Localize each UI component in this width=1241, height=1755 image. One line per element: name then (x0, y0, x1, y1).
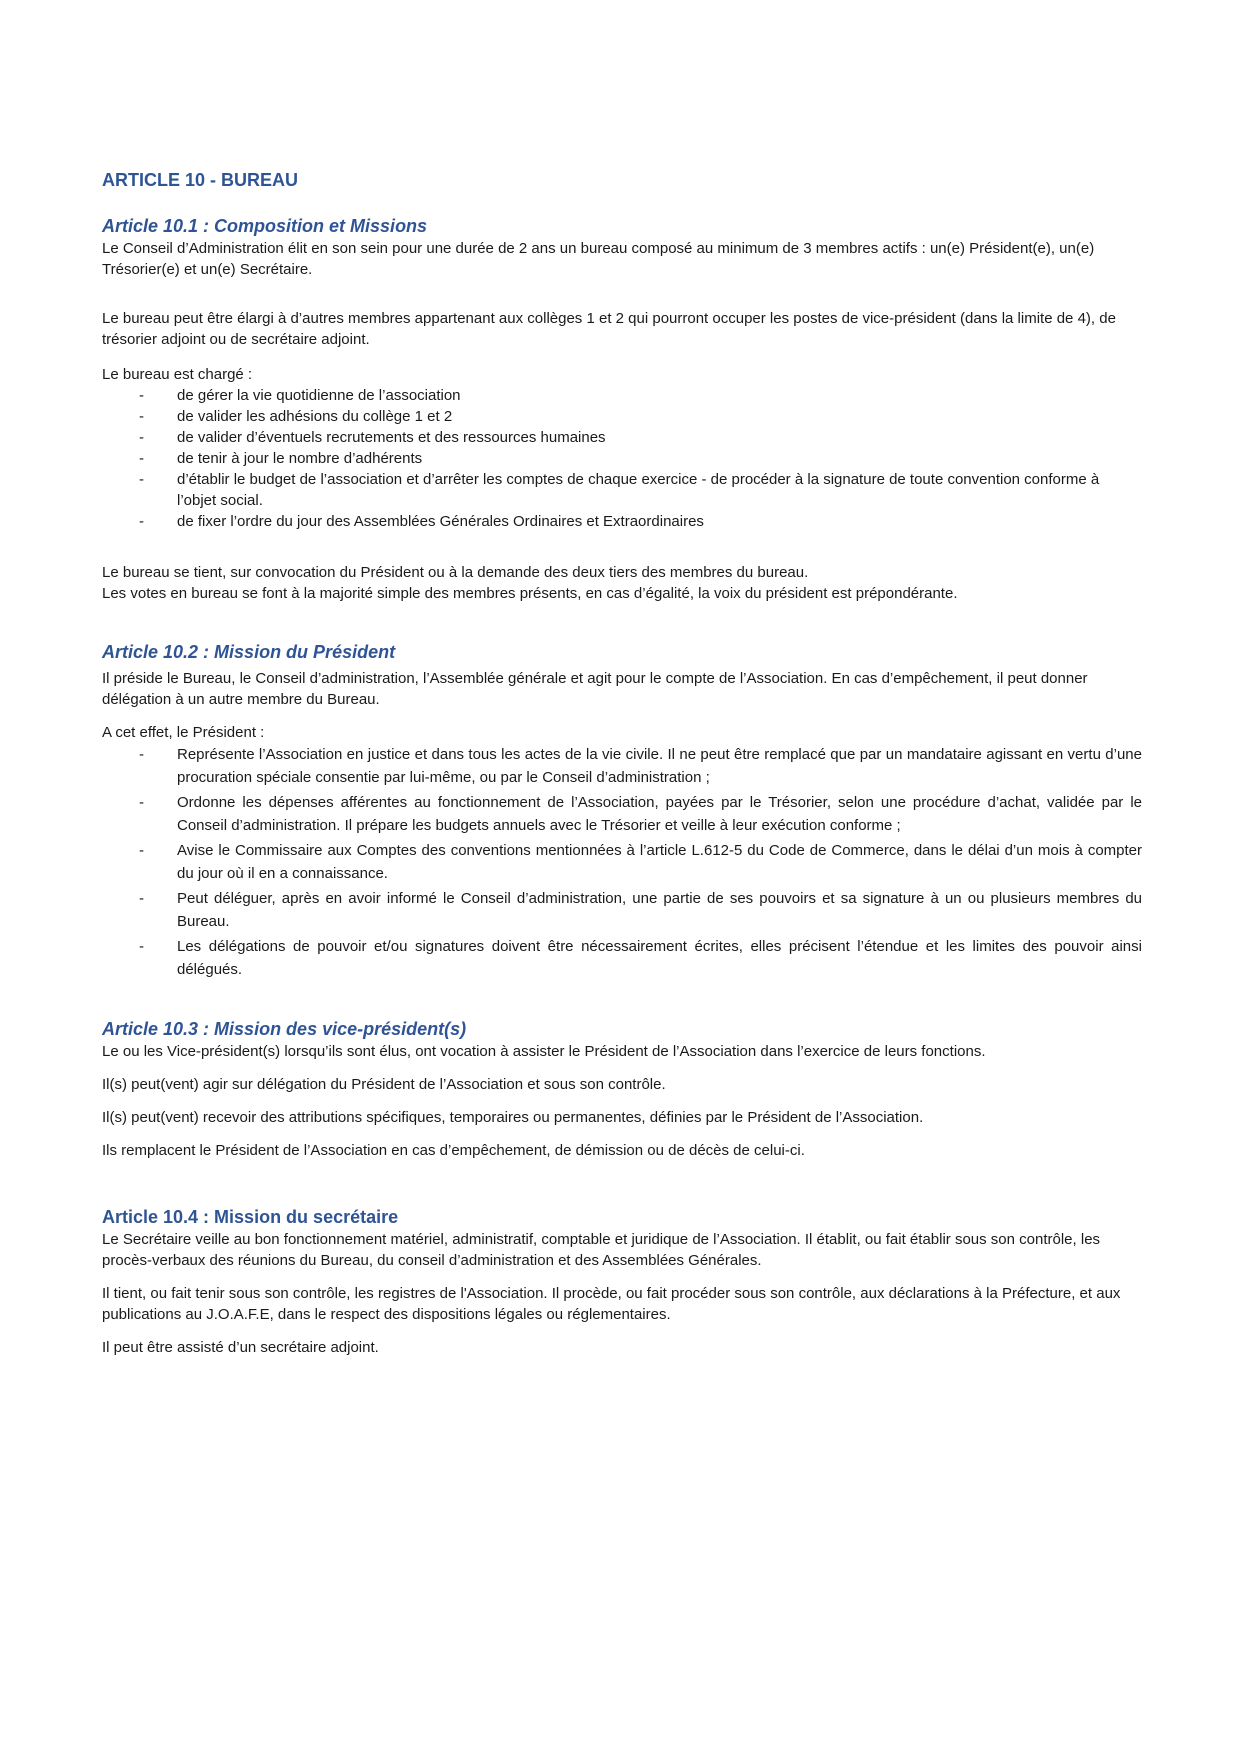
list-item: - de gérer la vie quotidienne de l’association (102, 385, 1142, 406)
bullet-list (102, 385, 1142, 532)
paragraph: Il préside le Bureau, le Conseil d’administration, l’Assemblée générale et agit pour le compte de l’Association. En cas d’empêchement, il peut donner délégation à un autre membre du Bureau. (102, 670, 1088, 708)
paragraph: Ils remplacent le Président de l’Association en cas d’empêchement, de démission ou de décès de celui-ci. (102, 1142, 805, 1159)
list-item: - de valider les adhésions du collège 1 et 2 (102, 406, 1142, 427)
paragraph: Le bureau se tient, sur convocation du Président ou à la demande des deux tiers des membres du bureau. (102, 564, 809, 581)
section-10-3 (102, 1017, 1142, 1161)
article-title: ARTICLE 10 - BUREAU (102, 170, 299, 190)
list-item: - de tenir à jour le nombre d’adhérents (102, 448, 1142, 469)
bullet-list (102, 743, 1142, 981)
list-item: - de valider d’éventuels recrutements et des ressources humaines (102, 427, 1142, 448)
section-10-4 (102, 1205, 1142, 1358)
document-body (102, 168, 1142, 1358)
paragraph: Il peut être assisté d’un secrétaire adjoint. (102, 1339, 379, 1356)
section-heading: Article 10.3 : Mission des vice-président(s) (102, 1019, 467, 1039)
list-item: - Avise le Commissaire aux Comptes des conventions mentionnées à l’article L.612-5 du Code de Commerce, dans le délai d’un mois à compter du jour où il en a connaissance. (102, 839, 1142, 885)
section-10-1 (102, 214, 1142, 604)
section-heading: Article 10.4 : Mission du secrétaire (102, 1207, 399, 1227)
list-item: - Les délégations de pouvoir et/ou signatures doivent être nécessairement écrites, elles précisent l’étendue et les limites des pouvoir ainsi délégués. (102, 935, 1142, 981)
list-item: - Ordonne les dépenses afférentes au fonctionnement de l’Association, payées par le Trésorier, selon une procédure d’achat, validée par le Conseil d’administration. Il prépare les budgets annuels avec le Trésorier et veille à leur exécution conforme ; (102, 791, 1142, 837)
list-item: - Peut déléguer, après en avoir informé le Conseil d’administration, une partie de ses pouvoirs et sa signature à un ou plusieurs membres du Bureau. (102, 887, 1142, 933)
paragraph: Le bureau est chargé : (102, 366, 253, 383)
paragraph: Le Secrétaire veille au bon fonctionnement matériel, administratif, comptable et juridique de l’Association. Il établit, ou fait établir sous son contrôle, les procès-verbaux des réunions du Bureau, du conseil d’administration et des Assemblées Générales. (102, 1231, 1101, 1269)
paragraph: A cet effet, le Président : (102, 724, 265, 741)
list-item: - Représente l’Association en justice et dans tous les actes de la vie civile. Il ne peut être remplacé que par un mandataire agissant en vertu d’une procuration spéciale consentie par lui-même, ou par le Conseil d’administration ; (102, 743, 1142, 789)
paragraph: Il tient, ou fait tenir sous son contrôle, les registres de l'Association. Il procède, ou fait procéder sous son contrôle, aux déclarations à la Préfecture, et aux publications au J.O.A.F.E, dans le respect des dispositions légales ou réglementaires. (102, 1285, 1121, 1323)
paragraph: Le ou les Vice-président(s) lorsqu’ils sont élus, ont vocation à assister le Président de l’Association dans l’exercice de leurs fonctions. (102, 1043, 986, 1060)
section-heading: Article 10.2 : Mission du Président (102, 642, 396, 662)
list-item: - de fixer l’ordre du jour des Assemblées Générales Ordinaires et Extraordinaires (102, 511, 1142, 532)
list-item: - d’établir le budget de l’association et d’arrêter les comptes de chaque exercice - de procéder à la signature de toute convention conforme à l’objet social. (102, 469, 1142, 511)
paragraph: Le Conseil d’Administration élit en son sein pour une durée de 2 ans un bureau composé au minimum de 3 membres actifs : un(e) Président(e), un(e) Trésorier(e) et un(e) Secrétaire. (102, 240, 1095, 278)
paragraph: Il(s) peut(vent) agir sur délégation du Président de l’Association et sous son contrôle. (102, 1076, 666, 1093)
paragraph: Le bureau peut être élargi à d’autres membres appartenant aux collèges 1 et 2 qui pourront occuper les postes de vice-président (dans la limite de 4), de trésorier adjoint ou de secrétaire adjoint. (102, 310, 1116, 348)
paragraph: Les votes en bureau se font à la majorité simple des membres présents, en cas d’égalité, la voix du président est prépondérante. (102, 585, 958, 602)
paragraph: Il(s) peut(vent) recevoir des attributions spécifiques, temporaires ou permanentes, définies par le Président de l’Association. (102, 1109, 924, 1126)
section-heading: Article 10.1 : Composition et Missions (102, 216, 428, 236)
section-10-2 (102, 640, 1142, 981)
